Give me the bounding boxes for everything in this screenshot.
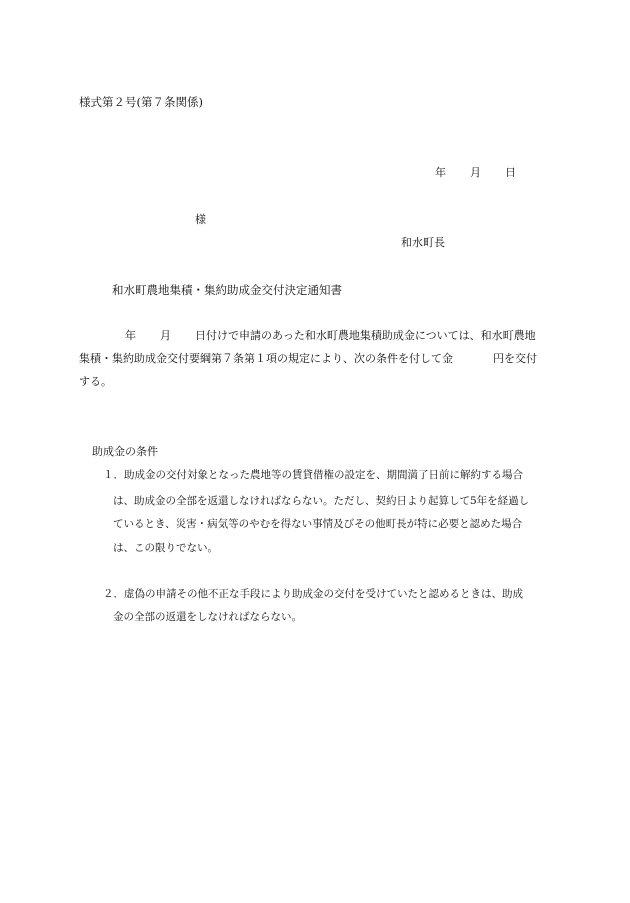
body-line-2-end: 円を交付 [493,352,537,365]
condition-1-line-3: ているとき、災害・病気等のやむを得ない事情及びその他町長が特に必要と認めた場合 [113,518,523,530]
date-day: 日 [505,166,516,179]
document-title: 和水町農地集積・集約助成金交付決定通知書 [112,283,342,297]
body-line-2-text: 集積・集約助成金交付要綱第７条第１項の規定により、次の条件を付して金 [79,352,453,365]
conditions-heading: 助成金の条件 [92,445,158,458]
condition-1-line-2: は、助成金の全部を返還しなければならない。ただし、契約日より起算して5年を経過し [113,495,530,507]
addressee-suffix: 様 [195,213,206,226]
date-year: 年 [435,166,446,179]
body-line-1-text: 日付けで申請のあった和水町農地集積助成金については、和水町農地 [195,329,536,342]
date-line [435,166,516,180]
condition-2-line-1: ２．虚偽の申請その他不正な手段により助成金の交付を受けていたと認めるときは、助成 [103,588,523,600]
date-month: 月 [470,166,481,179]
body-line-3: する。 [79,375,112,388]
condition-1-line-1: １．助成金の交付対象となった農地等の賃貸借権の設定を、期間満了日前に解約する場合 [103,469,523,481]
body-month: 月 [160,329,171,342]
form-number: 様式第２号(第７条関係) [79,95,203,109]
body-line-1 [79,329,536,343]
body-year: 年 [125,329,136,342]
body-line-2 [79,352,537,366]
issuer-name: 和水町長 [401,236,445,249]
condition-1-line-4: は、この限りでない。 [113,542,218,554]
condition-2-line-2: 金の全部の返還をしなければならない。 [113,611,302,623]
